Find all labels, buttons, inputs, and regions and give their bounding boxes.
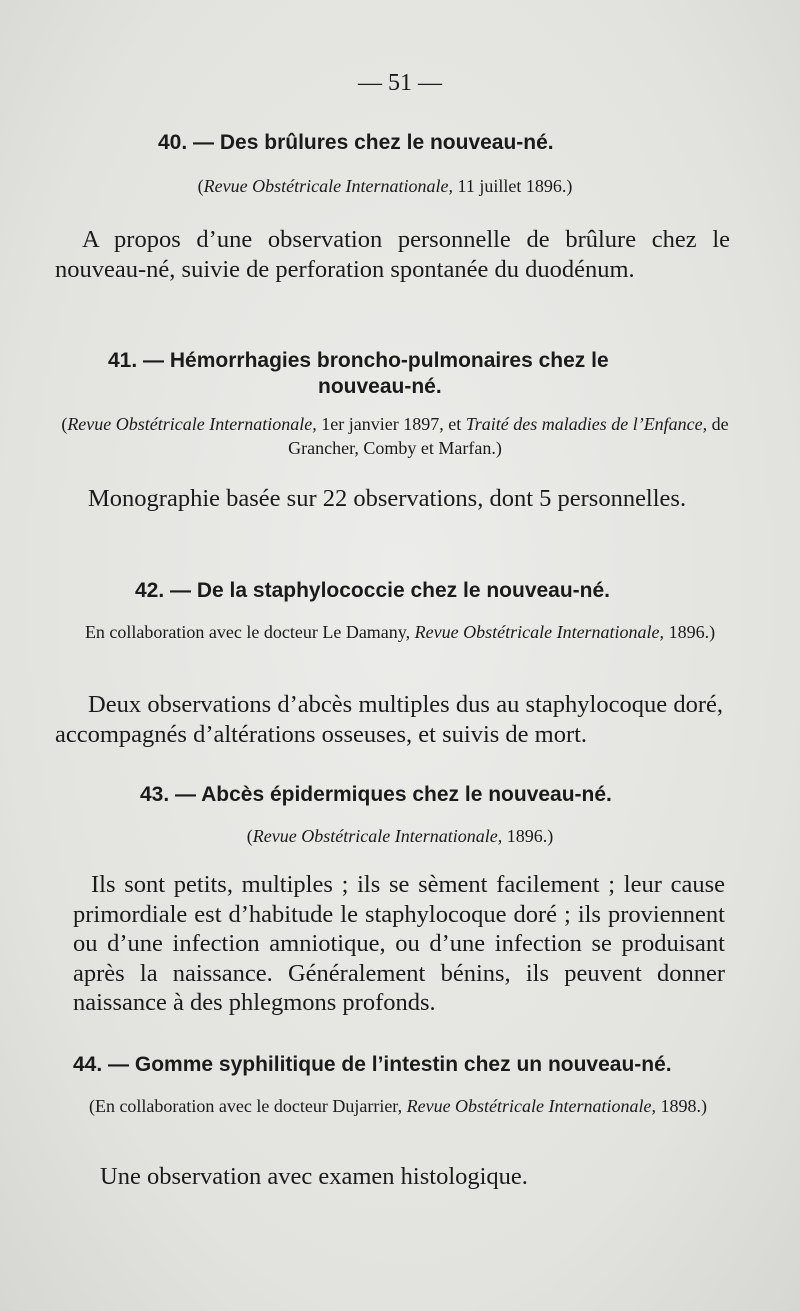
- ref-date: 1898.): [656, 1096, 708, 1116]
- entry-40-summary: A propos d’une observation personnelle de brûlure chez le nouveau-né, suivie de perforation spontanée du duodénum.: [55, 226, 730, 283]
- ref-date: 1er janvier 1897, et: [316, 414, 466, 434]
- entry-41-reference: [55, 412, 735, 460]
- entry-43-reference: [190, 824, 610, 848]
- entry-title-text: — Gomme syphilitique de l’intestin chez un nouveau-né.: [108, 1053, 672, 1076]
- ref-paren: (: [61, 414, 68, 434]
- entry-number: 41.: [108, 349, 138, 372]
- entry-44-summary: Une observation avec examen histologique.: [100, 1163, 528, 1190]
- entry-41-summary: Monographie basée sur 22 observations, dont 5 personnelles.: [88, 485, 687, 512]
- entry-40-reference: [150, 174, 620, 198]
- ref-paren: (: [197, 176, 204, 196]
- ref-date: 1896.): [664, 622, 716, 642]
- entry-title-text: — Abcès épidermiques chez le nouveau-né.: [175, 783, 612, 806]
- entry-41-title-continued: [318, 374, 442, 399]
- entry-43-summary: Ils sont petits, multiples ; ils se sèment facilement ; leur cause primordiale est d’habitude le staphylocoque doré ; ils proviennent ou d’une infection amniotique, ou d’une infection se produisant après la naissance. Généralement bénins, ils peuvent donner naissance à des phlegmons profonds.: [73, 871, 725, 1016]
- entry-number: 43.: [140, 783, 170, 806]
- ref-date: 11 juillet 1896.): [453, 176, 573, 196]
- entry-number: 42.: [135, 579, 165, 602]
- ref-collaboration: En collaboration avec le docteur Le Damany,: [84, 622, 415, 642]
- ref-date: 1896.): [502, 826, 554, 846]
- entry-42-summary: Deux observations d’abcès multiples dus au staphylocoque doré, accompagnés d’altérations osseuses, et suivis de mort.: [55, 691, 723, 748]
- entry-number: 44.: [73, 1053, 103, 1076]
- ref-journal: Revue Obstétricale Internationale,: [252, 826, 503, 846]
- entry-40-title: [158, 130, 554, 155]
- entry-title-text: nouveau-né.: [318, 375, 442, 398]
- entry-42-title: [135, 578, 610, 603]
- entry-41-title: [108, 348, 609, 373]
- ref-journal: Revue Obstétricale Internationale,: [67, 414, 317, 434]
- entry-title-text: — Des brûlures chez le nouveau-né.: [193, 131, 554, 154]
- entry-44-reference: [72, 1094, 724, 1118]
- entry-44-title: [73, 1052, 672, 1077]
- ref-paren: (: [246, 826, 253, 846]
- entry-43-title: [140, 782, 612, 807]
- ref-treatise: Traité des maladies de l’Enfance,: [465, 414, 708, 434]
- ref-journal: Revue Obstétricale Internationale,: [203, 176, 454, 196]
- entry-title-text: — De la staphylococcie chez le nouveau-né.: [170, 579, 611, 602]
- entry-title-text: — Hémorrhagies broncho-pulmonaires chez le: [143, 349, 609, 372]
- ref-authors: de Grancher, Comby et Marfan.): [288, 414, 729, 458]
- page-number: — 51 —: [358, 70, 442, 96]
- ref-collaboration: (En collaboration avec le docteur Dujarrier,: [88, 1096, 407, 1116]
- entry-42-reference: [68, 620, 732, 644]
- entry-number: 40.: [158, 131, 188, 154]
- ref-journal: Revue Obstétricale Internationale,: [406, 1096, 657, 1116]
- ref-journal: Revue Obstétricale Internationale,: [414, 622, 665, 642]
